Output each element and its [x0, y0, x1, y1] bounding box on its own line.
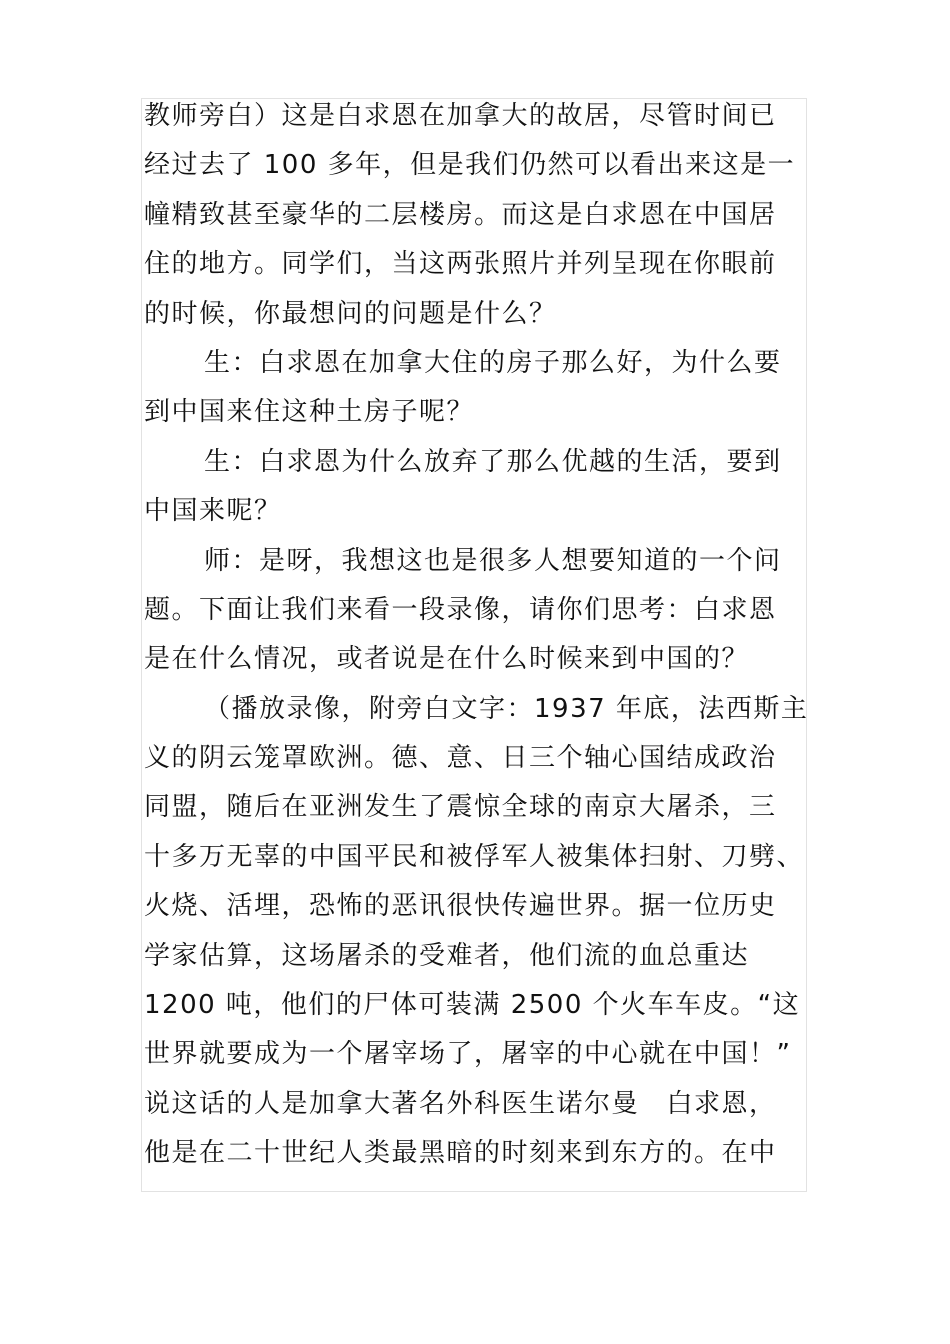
text-line: 题。下面让我们来看一段录像，请你们思考：白求恩 [144, 594, 777, 625]
text-line: 火烧、活埋，恐怖的恶讯很快传遍世界。据一位历史 [144, 891, 777, 922]
text-line: 住的地方。同学们，当这两张照片并列呈现在你眼前 [144, 249, 777, 280]
text-line: 师：是呀，我想这也是很多人想要知道的一个问 [204, 545, 782, 576]
document-body [144, 92, 814, 1179]
text-line: 学家估算，这场屠杀的受难者，他们流的血总重达 [144, 940, 750, 971]
text-line: 世界就要成为一个屠宰场了，屠宰的中心就在中国！” [144, 1039, 792, 1070]
text-line: 说这话的人是加拿大著名外科医生诺尔曼 白求恩， [144, 1088, 777, 1119]
text-line: 到中国来住这种土房子呢？ [144, 397, 475, 428]
text-line: 同盟，随后在亚洲发生了震惊全球的南京大屠杀，三 [144, 792, 777, 823]
text-line: 十多万无辜的中国平民和被俘军人被集体扫射、刀劈、 [144, 841, 805, 872]
text-line: 教师旁白）这是白求恩在加拿大的故居，尽管时间已 [144, 101, 777, 131]
text-line: 义的阴云笼罩欧洲。德、意、日三个轴心国结成政治 [144, 743, 777, 774]
text-line: （播放录像，附旁白文字：1937 年底，法西斯主 [204, 693, 809, 724]
text-line: 他是在二十世纪人类最黑暗的时刻来到东方的。在中 [144, 1138, 777, 1169]
text-line: 是在什么情况，或者说是在什么时候来到中国的？ [144, 644, 750, 675]
text-line: 生：白求恩为什么放弃了那么优越的生活，要到 [204, 446, 782, 477]
text-line: 生：白求恩在加拿大住的房子那么好，为什么要 [204, 347, 782, 378]
text-line: 经过去了 100 多年，但是我们仍然可以看出来这是一 [144, 150, 796, 181]
text-line: 的时候，你最想问的问题是什么？ [144, 298, 557, 329]
text-line: 中国来呢？ [144, 496, 282, 527]
text-line: 1200 吨，他们的尸体可装满 2500 个火车车皮。“这 [144, 990, 801, 1021]
text-line: 幢精致甚至豪华的二层楼房。而这是白求恩在中国居 [144, 199, 777, 230]
